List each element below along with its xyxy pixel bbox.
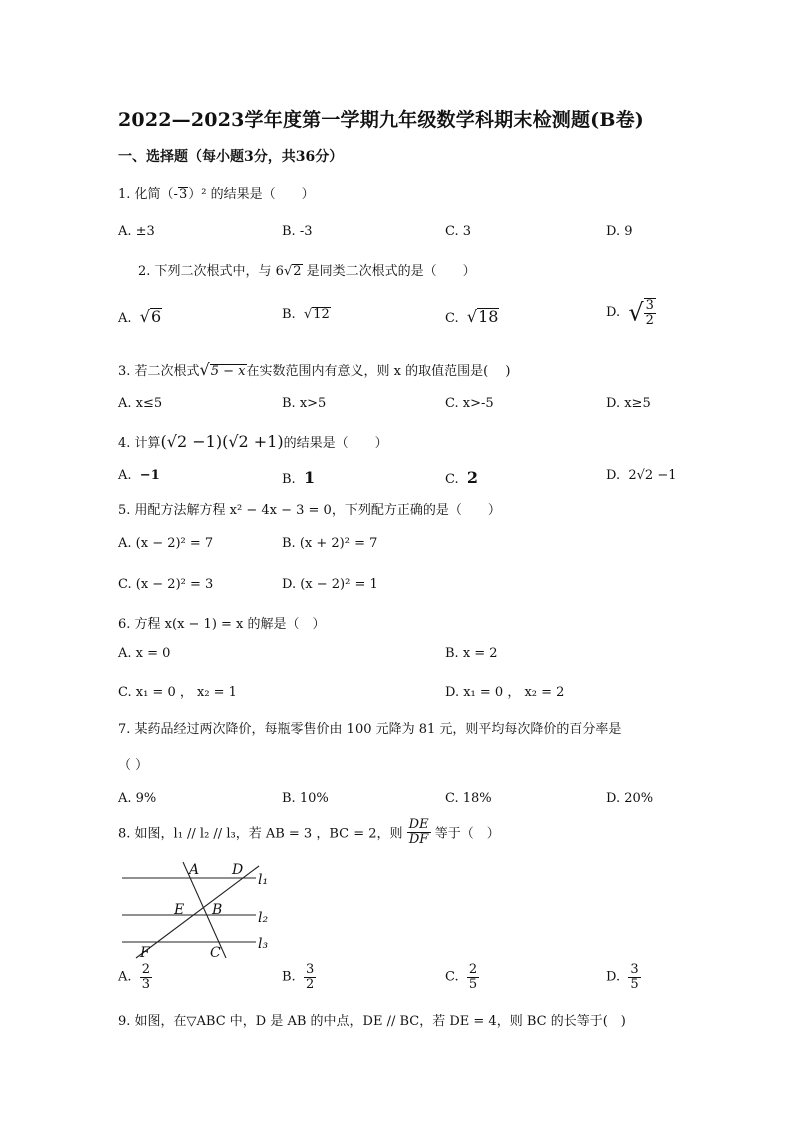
- q8-label-b: B.: [282, 969, 296, 985]
- q4-label-c: C.: [445, 472, 459, 487]
- q6-option-b: B. x = 2: [445, 646, 498, 661]
- q8-label-d: D.: [606, 969, 621, 985]
- q2-option-b: B. √12: [282, 307, 330, 322]
- q4-value-b: 1: [303, 468, 316, 487]
- q7-option-d: D. 20%: [606, 791, 654, 806]
- question-6-stem: 6. 方程 x(x − 1) = x 的解是（ ）: [118, 617, 326, 632]
- q8-frac-a-num: 2: [141, 962, 151, 977]
- q3-option-a: A. x≤5: [118, 396, 163, 411]
- q8-option-c: [445, 963, 479, 991]
- q4-label-d: D.: [606, 468, 621, 483]
- q3-option-b: B. x>5: [282, 396, 327, 411]
- q3-option-c: C. x>-5: [445, 396, 494, 411]
- q1-radical: 3: [178, 187, 188, 202]
- q2-option-c: C. √18: [445, 307, 499, 326]
- q4-label-b: B.: [282, 472, 296, 487]
- q2-frac-num: 3: [645, 298, 654, 313]
- q2-label-c: C.: [445, 311, 459, 326]
- q8-frac-c-den: 5: [468, 976, 478, 992]
- q1-option-c: C. 3: [445, 224, 472, 239]
- q4-option-d: [606, 468, 676, 483]
- label-D: D: [232, 862, 244, 878]
- question-5-stem: 5. 用配方法解方程 x² − 4x − 3 = 0，下列配方正确的是（ ）: [118, 503, 501, 518]
- q8-frac-a: [140, 963, 152, 991]
- q3-stem-part: 在实数范围内有意义，则 x 的取值范围是( ): [246, 364, 511, 379]
- label-l1: l₁: [258, 872, 269, 888]
- q2-radical-b: 12: [313, 307, 330, 322]
- q8-frac-b: [304, 963, 316, 991]
- question-8-stem: [118, 818, 500, 846]
- label-F: F: [140, 945, 150, 961]
- q4-expression: (√2 −1)(√2 +1): [160, 432, 284, 451]
- q8-frac-b-num: 3: [305, 962, 315, 977]
- q7-option-c: C. 18%: [445, 791, 492, 806]
- q1-option-d: D. 9: [606, 224, 633, 239]
- q4-option-c: [445, 468, 478, 487]
- q5-option-a: A. (x − 2)² = 7: [118, 536, 214, 551]
- q1-stem-part: ）² 的结果是（ ）: [188, 187, 315, 202]
- q4-value-c: 2: [466, 468, 479, 487]
- q8-label-c: C.: [445, 969, 459, 985]
- q8-frac-d-den: 5: [630, 976, 639, 992]
- q6-option-a: A. x = 0: [118, 646, 171, 661]
- q2-radical-c: 18: [478, 307, 499, 326]
- q2-radical: 2: [293, 264, 302, 279]
- question-1-stem: [118, 183, 315, 202]
- question-3-stem: 3. 若二次根式√5 − x在实数范围内有意义，则 x 的取值范围是( ): [118, 360, 511, 379]
- q8-option-a: [118, 963, 152, 991]
- q4-option-b: [282, 468, 315, 487]
- section-heading: 一、选择题（每小题3分，共36分）: [118, 149, 344, 165]
- q2-frac-den: 2: [645, 312, 654, 328]
- q8-frac-d-num: 3: [630, 962, 639, 977]
- q7-option-a: A. 9%: [118, 791, 157, 806]
- question-7-stem-cont: （ ）: [118, 758, 149, 773]
- q8-frac-c: [467, 963, 479, 991]
- q2-label-a: A.: [118, 311, 132, 326]
- q8-frac-c-num: 2: [468, 962, 478, 977]
- q8-fraction: [407, 818, 431, 846]
- q4-stem-part: 的结果是（ ）: [283, 436, 388, 451]
- q4-option-a: [118, 468, 160, 483]
- q2-fraction-d: [644, 298, 656, 327]
- q8-frac-a-den: 3: [141, 976, 151, 992]
- q8-stem-part: 8. 如图，l₁ // l₂ // l₃，若 AB = 3 ，BC = 2，则: [118, 826, 403, 842]
- q3-radical: 5 − x: [210, 364, 246, 379]
- page-title: 2022—2023学年度第一学期九年级数学科期末检测题(B卷): [118, 109, 645, 131]
- parallel-lines-figure: [116, 860, 286, 964]
- q8-option-d: [606, 963, 641, 991]
- label-C: C: [210, 945, 221, 961]
- q8-option-b: [282, 963, 316, 991]
- q1-option-b: B. -3: [282, 224, 313, 239]
- q3-option-d: D. x≥5: [606, 396, 651, 411]
- q4-stem-part: 4. 计算: [118, 436, 161, 451]
- label-E: E: [174, 902, 185, 918]
- q8-frac-d: [628, 963, 640, 991]
- q8-frac-num: DE: [408, 817, 429, 832]
- q3-stem-part: 3. 若二次根式: [118, 364, 200, 379]
- question-7-stem: 7. 某药品经过两次降价，每瓶零售价由 100 元降为 81 元，则平均每次降价的百分率是: [118, 722, 622, 737]
- label-l2: l₂: [258, 910, 269, 926]
- label-B: B: [212, 902, 223, 918]
- question-2-stem: 2. 下列二次根式中，与 6√2 是同类二次根式的是（ ）: [138, 264, 476, 279]
- q1-option-a: A. ±3: [118, 224, 155, 239]
- q7-option-b: B. 10%: [282, 791, 329, 806]
- q4-label-a: A.: [118, 468, 132, 483]
- q1-stem-part: 1. 化简（-: [118, 187, 178, 202]
- question-4-stem: [118, 432, 388, 451]
- q2-stem-part: 2. 下列二次根式中，与 6: [138, 264, 284, 279]
- q5-option-c: C. (x − 2)² = 3: [118, 577, 214, 592]
- q2-option-a: A. √6: [118, 307, 162, 326]
- q2-stem-part: 是同类二次根式的是（ ）: [306, 264, 476, 279]
- q4-value-d: 2√2 −1: [628, 468, 677, 483]
- q8-frac-den: DF: [408, 831, 429, 847]
- q5-option-b: B. (x + 2)² = 7: [282, 536, 378, 551]
- q4-value-a: −1: [139, 468, 160, 483]
- transversal-df: [136, 866, 259, 958]
- q8-stem-part: 等于（ ）: [434, 826, 500, 842]
- question-9-stem: 9. 如图，在▽ABC 中，D 是 AB 的中点，DE // BC，若 DE = 4，则 BC 的长等于( ): [118, 1014, 626, 1029]
- q6-option-d: D. x₁ = 0 ， x₂ = 2: [445, 685, 565, 700]
- q2-label-d: D.: [606, 305, 621, 321]
- q8-label-a: A.: [118, 969, 132, 985]
- q2-label-b: B.: [282, 307, 296, 322]
- q8-frac-b-den: 2: [305, 976, 315, 992]
- q2-option-d: D. √ $\frac{3}{2}$: [606, 298, 654, 328]
- label-A: A: [189, 862, 200, 878]
- q6-option-c: C. x₁ = 0 ， x₂ = 1: [118, 685, 237, 700]
- q2-radical-a: 6: [151, 307, 162, 326]
- label-l3: l₃: [258, 936, 269, 952]
- q5-option-d: D. (x − 2)² = 1: [282, 577, 378, 592]
